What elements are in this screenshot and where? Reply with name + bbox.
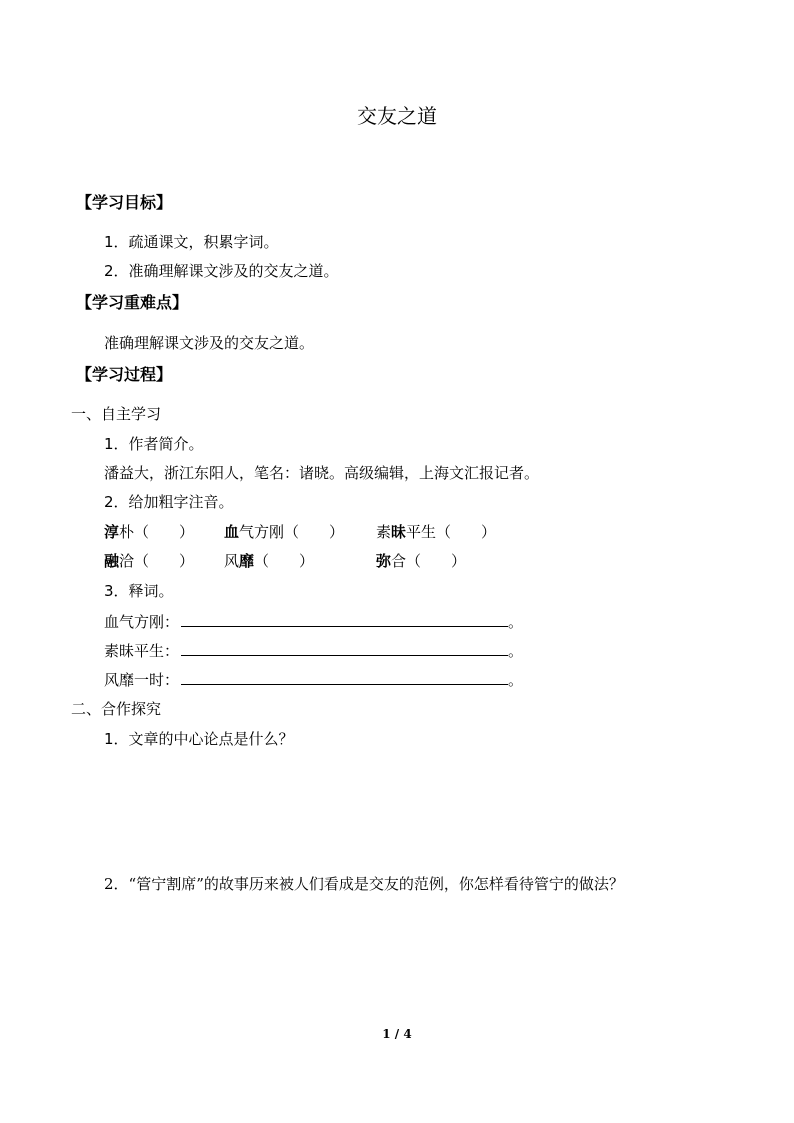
definition-end: 。 [508,613,524,631]
question-definitions: 3．释词。 [104,582,174,600]
pinyin-item-rest: 气方刚（ ） [239,523,345,541]
answer-blank[interactable] [181,672,508,685]
pinyin-item-rest: 朴（ ） [119,523,195,541]
question-pinyin: 2．给加粗字注音。 [104,493,234,511]
pinyin-item [104,554,194,569]
pinyin-item [376,554,466,569]
definition-term: 素昧平生： [104,642,180,660]
definition-line [104,614,523,630]
question-guan-ning: 2．“管宁割席”的故事历来被人们看成是交友的范例，你怎样看待管宁的做法？ [104,875,624,893]
bold-char: 靡 [239,552,255,570]
page-number: 1 / 4 [382,1027,412,1041]
pinyin-item-rest: 平生（ ） [406,523,497,541]
definition-term: 风靡一时： [104,671,180,689]
bold-char: 弥 [376,552,392,570]
bold-char: 昧 [391,523,407,541]
section-heading-key-points: 【学习重难点】 [76,293,189,312]
definition-line [104,643,523,659]
author-bio: 潘益大，浙江东阳人，笔名：诸晓。高级编辑，上海文汇报记者。 [104,464,540,482]
pinyin-item [224,525,344,540]
section-heading-goals: 【学习目标】 [76,193,173,212]
pinyin-item-rest: （ ） [254,552,315,570]
question-author: 1．作者简介。 [104,435,204,453]
definition-line [104,672,523,688]
goal-item: 2．准确理解课文涉及的交友之道。 [104,262,339,280]
answer-blank[interactable] [181,614,508,627]
pinyin-item [104,525,194,540]
pinyin-item-prefix: 素 [376,523,392,541]
pinyin-item-rest: 合（ ） [391,552,467,570]
pinyin-item-rest: 洽（ ） [119,552,195,570]
section-heading-process: 【学习过程】 [76,365,173,384]
pinyin-item-prefix: 风 [224,552,240,570]
pinyin-item [376,525,496,540]
bold-char: 淳 [104,523,120,541]
definition-end: 。 [508,642,524,660]
part1-heading: 一、自主学习 [71,405,162,423]
part2-heading: 二、合作探究 [71,700,162,718]
answer-blank[interactable] [181,643,508,656]
goal-item: 1．疏通课文，积累字词。 [104,233,279,251]
question-central-argument: 1．文章的中心论点是什么？ [104,730,294,748]
page-title: 交友之道 [357,104,437,128]
bold-char: 血 [224,523,240,541]
definition-end: 。 [508,671,524,689]
pinyin-item [224,554,314,569]
definition-term: 血气方刚： [104,613,180,631]
key-points-text: 准确理解课文涉及的交友之道。 [104,334,315,352]
bold-char: 融 [104,552,120,570]
